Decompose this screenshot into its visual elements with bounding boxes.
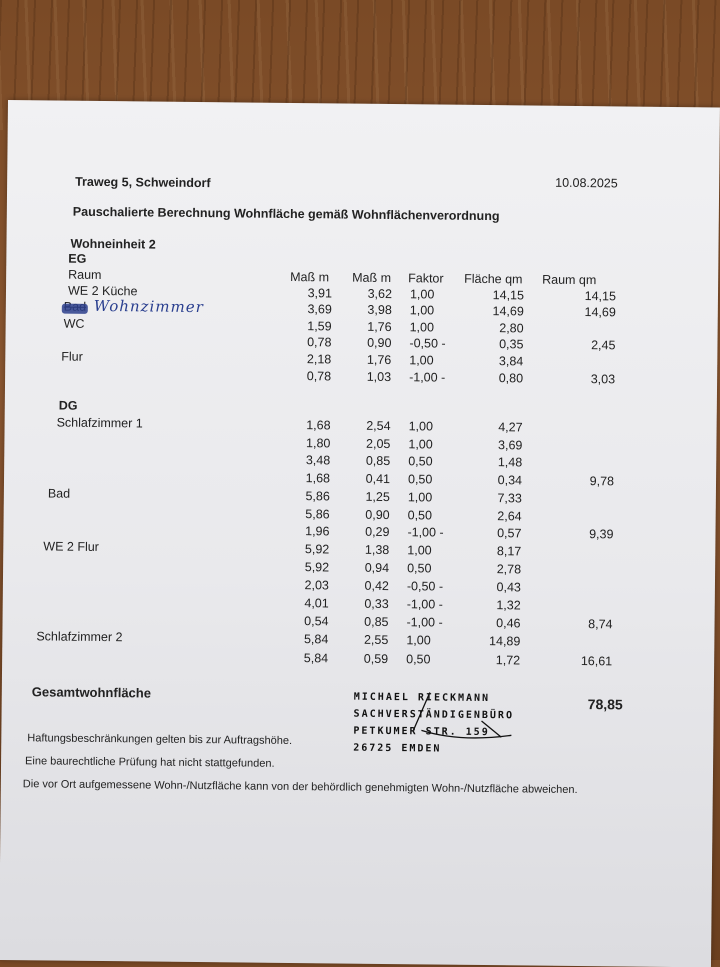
room-name: WC: [63, 316, 85, 331]
stamp-line: SACHVERSTÄNDIGENBÜRO: [353, 708, 515, 722]
cell-m2: 0,90: [365, 507, 390, 523]
floor-label-dg: DG: [58, 398, 78, 413]
cell-m2: 0,85: [365, 453, 391, 469]
cell-m2: 0,94: [364, 560, 390, 576]
cell-total: 9,39: [589, 527, 614, 542]
cell-m2: 2,05: [366, 436, 391, 452]
cell-factor: -0,50 -: [409, 336, 446, 351]
cell-factor: -1,00 -: [409, 370, 446, 385]
cell-m1: 4,01: [304, 596, 329, 611]
cell-m2: 2,55: [363, 632, 389, 648]
column-header-room-total: Raum qm: [542, 272, 597, 288]
cell-area: 1,72: [495, 653, 521, 668]
signature-icon: [361, 690, 522, 756]
stamp-line: PETKUMER STR. 159: [353, 725, 490, 739]
cell-m1: 1,59: [307, 319, 332, 334]
cell-factor: 1,00: [409, 353, 434, 368]
cell-total: 3,03: [590, 372, 616, 387]
cell-m1: 1,68: [306, 418, 331, 433]
cell-area: 1,48: [497, 455, 523, 470]
cell-m2: 1,76: [367, 319, 392, 335]
cell-total: 2,45: [591, 338, 616, 353]
cell-factor: 0,50: [407, 561, 432, 576]
cell-area: 2,80: [499, 321, 524, 336]
total-label: Gesamtwohnfläche: [31, 684, 152, 701]
cell-factor: 1,00: [407, 490, 433, 505]
cell-m1: 2,18: [306, 352, 332, 367]
cell-area: 0,80: [498, 371, 524, 386]
cell-area: 3,69: [497, 438, 523, 453]
cell-m1: 5,92: [304, 560, 330, 575]
cell-factor: -1,00 -: [407, 525, 444, 540]
stamp-line: 26725 EMDEN: [353, 742, 442, 755]
cell-factor: 0,50: [407, 508, 433, 523]
cell-area: 0,35: [499, 337, 524, 352]
cell-area: 2,78: [496, 562, 522, 577]
cell-area: 0,43: [496, 580, 521, 595]
cell-m2: 1,76: [366, 352, 392, 368]
total-value: 78,85: [587, 696, 623, 713]
cell-m2: 3,62: [367, 286, 393, 302]
cell-factor: 1,00: [406, 633, 431, 648]
document-page: [0, 100, 720, 967]
cell-m2: 0,85: [364, 614, 389, 630]
column-header-room: Raum: [68, 267, 102, 282]
cell-m1: 2,03: [304, 578, 330, 593]
cell-m2: 1,38: [364, 542, 390, 558]
room-name: Bad: [47, 486, 71, 501]
cell-m1: 0,54: [304, 614, 329, 629]
cell-area: 0,57: [497, 526, 522, 541]
cell-factor: 1,00: [408, 419, 434, 434]
cell-m2: 2,54: [366, 418, 391, 434]
cell-m2: 1,25: [365, 489, 390, 505]
disclaimer-note: Eine baurechtliche Prüfung hat nicht stattgefunden.: [25, 755, 275, 770]
cell-m1: 5,84: [303, 651, 329, 666]
cell-area: 1,32: [496, 598, 521, 613]
cell-m1: 5,92: [304, 542, 330, 557]
cell-area: 14,15: [492, 288, 525, 303]
handwritten-room-name: Wohnzimmer: [93, 296, 204, 317]
address: Traweg 5, Schweindorf: [75, 174, 211, 191]
column-header-measure-1: Maß m: [290, 269, 330, 285]
disclaimer-note: Haftungsbeschränkungen gelten bis zur Auftragshöhe.: [27, 732, 293, 748]
cell-total: 14,69: [584, 305, 616, 320]
cell-m1: 1,96: [305, 524, 330, 539]
cell-total: 8,74: [588, 617, 613, 632]
cell-m1: 5,86: [305, 489, 330, 504]
cell-factor: 0,50: [406, 652, 431, 667]
scribble-out-mark: [62, 304, 88, 314]
cell-m1: 1,80: [306, 436, 331, 451]
cell-area: 0,34: [497, 473, 523, 488]
cell-m2: 0,41: [365, 471, 391, 487]
cell-m1: 5,86: [305, 507, 330, 522]
document-title: Pauschalierte Berechnung Wohnfläche gemäß Wohnflächenverordnung: [72, 204, 500, 224]
cell-area: 0,46: [496, 616, 521, 631]
cell-m2: 0,42: [364, 578, 390, 594]
cell-area: 14,69: [492, 304, 524, 319]
column-header-measure-2: Maß m: [352, 270, 392, 286]
cell-total: 9,78: [589, 474, 615, 489]
cell-m1: 0,78: [307, 335, 332, 350]
cell-m2: 1,03: [366, 369, 392, 385]
stamp-line: MICHAEL RIECKMANN: [353, 691, 491, 705]
cell-area: 14,89: [489, 634, 521, 649]
cell-m2: 0,29: [365, 524, 390, 540]
cell-m2: 0,33: [364, 596, 389, 612]
cell-area: 4,27: [498, 420, 523, 435]
cell-m1: 1,68: [305, 471, 331, 486]
cell-m1: 3,69: [307, 302, 332, 317]
cell-m1: 5,84: [303, 632, 329, 647]
cell-factor: 0,50: [408, 454, 433, 469]
cell-m1: 0,78: [306, 369, 332, 384]
room-name: Flur: [61, 349, 83, 364]
floor-label-eg: EG: [68, 251, 87, 266]
cell-factor: 0,50: [407, 472, 433, 487]
cell-area: 3,84: [498, 354, 524, 369]
unit-heading: Wohneinheit 2: [70, 236, 156, 252]
cell-factor: 1,00: [409, 287, 435, 302]
cell-total: 16,61: [580, 654, 613, 669]
cell-factor: -1,00 -: [406, 615, 443, 630]
cell-m1: 3,48: [305, 453, 331, 468]
cell-m2: 0,59: [363, 651, 389, 667]
room-name: WE 2 Flur: [43, 539, 99, 554]
cell-factor: -1,00 -: [406, 597, 443, 612]
cell-total: 14,15: [584, 289, 617, 304]
column-header-factor: Faktor: [408, 271, 444, 286]
cell-m1: 3,91: [307, 286, 333, 301]
cell-factor: 1,00: [409, 320, 435, 335]
column-header-area: Fläche qm: [464, 271, 523, 287]
cell-m2: 0,90: [367, 335, 392, 351]
cell-m2: 3,98: [367, 302, 392, 318]
cell-area: 2,64: [497, 509, 522, 524]
cell-factor: 1,00: [408, 437, 433, 452]
room-name: Schlafzimmer 1: [56, 415, 143, 431]
cell-factor: 1,00: [407, 543, 432, 558]
room-name: Schlafzimmer 2: [36, 629, 123, 645]
cell-area: 8,17: [496, 544, 522, 559]
cell-factor: -0,50 -: [406, 579, 444, 594]
cell-factor: 1,00: [409, 303, 435, 318]
room-name: WE 2 Küche: [67, 283, 138, 299]
disclaimer-note: Die vor Ort aufgemessene Wohn-/Nutzfläche kann von der behördlich genehmigten Wohn-/Nutzfläche abweichen.: [22, 778, 578, 797]
cell-area: 7,33: [497, 491, 522, 506]
document-date: 10.08.2025: [555, 175, 618, 191]
